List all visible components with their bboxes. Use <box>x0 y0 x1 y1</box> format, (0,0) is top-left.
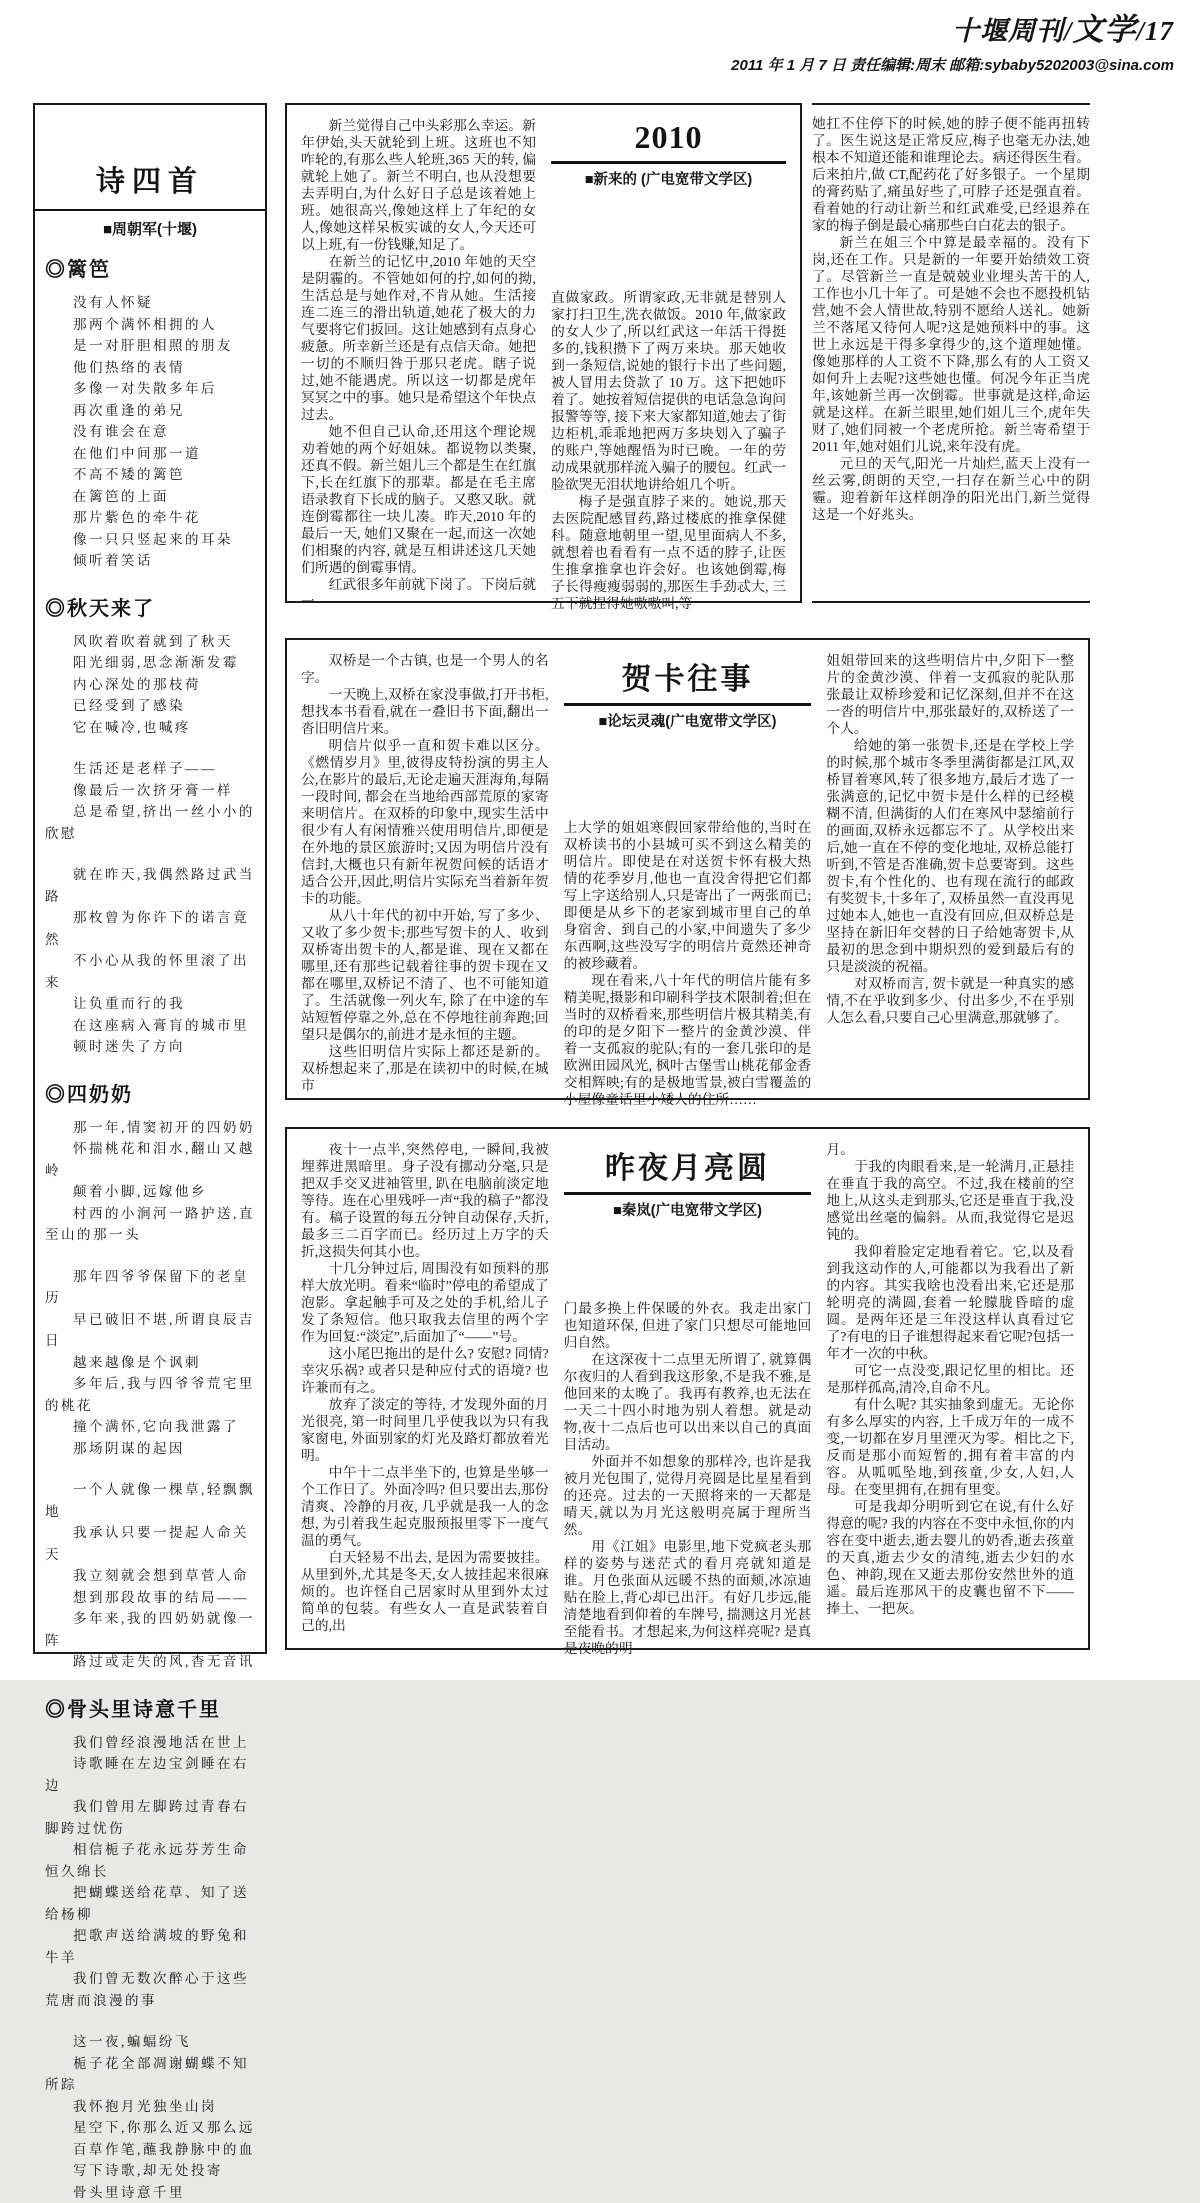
poem-line: 那两个满怀相拥的人 <box>45 314 255 336</box>
poem-stanza <box>45 2031 255 2203</box>
poem-line: 星空下,你那么近又那么远 <box>45 2117 255 2139</box>
poem-line: 一个人就像一棵草,轻飘飘地 <box>45 1479 255 1522</box>
dateline: 2011 年 1 月 7 日 责任编辑:周末 邮箱:sybaby5202003@sina.com <box>731 54 1174 75</box>
poem-line: 阳光细弱,思念渐渐发霉 <box>45 652 255 674</box>
paragraph: 姐姐带回来的这些明信片中,夕阳下一整片的金黄沙漠、伴着一支孤寂的驼队那张最让双桥珍爱和记忆深刻,但并不在这一沓的明信片中,那张最好的,双桥送了一个人。 <box>826 652 1074 737</box>
poems-body <box>45 253 255 2203</box>
poem-line: 我们曾无数次醉心于这些荒唐而浪漫的事 <box>45 1968 255 2011</box>
poem-line: 多年来,我的四奶奶就像一阵 <box>45 1608 255 1651</box>
article-card-byline: ■论坛灵魂(广电宽带文学区) <box>564 710 812 731</box>
poem-line: 是一对肝胆相照的朋友 <box>45 335 255 357</box>
poem-line: 就在昨天,我偶然路过武当路 <box>45 864 255 907</box>
article-2010-title: 2010 <box>551 119 786 164</box>
poem-line: 在他们中间那一道 <box>45 443 255 465</box>
article-card-col2-text <box>564 819 812 1108</box>
poem-heading: ◎篱笆 <box>45 253 255 282</box>
poem-line: 栀子花全部凋谢蝴蝶不知所踪 <box>45 2053 255 2096</box>
poem-stanza <box>45 758 255 844</box>
paragraph: 十几分钟过后, 周围没有如预料的那样大放光明。看来“临时”停电的希望成了泡影。拿起触手可及之处的手机,给儿子发了条短信。他只取我去信里的两个字作为回复:“淡定”,后面加了“——”号。 <box>301 1260 549 1345</box>
article-moon-box <box>285 1127 1090 1650</box>
article-moon-byline: ■秦岚(广电宽带文学区) <box>564 1199 812 1220</box>
article-moon-col3 <box>826 1141 1074 1636</box>
poem-line: 让负重而行的我 <box>45 993 255 1015</box>
paragraph: 这些旧明信片实际上都还是新的。双桥想起来了,那是在读初中的时候,在城市 <box>301 1043 549 1094</box>
paragraph: 门最多换上件保暖的外衣。我走出家门也知道环保, 但进了家门只想尽可能地回归自然。 <box>564 1300 812 1351</box>
paragraph: 她不但自己认命,还用这个理论规劝着她的两个好姐妹。都说物以类聚,还真不假。新兰姐儿三个都是生在红旗下,长在红旗下的那辈。都是在毛主席语录教育下长成的脑子。又憨又耿。就连倒霉都往一块儿凑。昨天,2010 年的最后一天, 她们又聚在一起,而这一次她们相聚的内容, 就是互相讲述这几天她们所遇的倒霉事情。 <box>301 423 536 576</box>
article-card-title-block <box>564 654 812 731</box>
poem-line: 像一只只竖起来的耳朵 <box>45 529 255 551</box>
poem-line: 诗歌睡在左边宝剑睡在右边 <box>45 1753 255 1796</box>
article-card-col1 <box>301 652 549 1086</box>
paragraph: 在这深夜十二点里无所谓了, 就算偶尔夜归的人看到我这形象,不是我不雅,是他回来的太晚了。我再有教养,也无法在一天二十四小时地为别人着想。就是动物,夜十二点后也可以出来以自己的真面目活动。 <box>564 1351 812 1453</box>
paragraph: 在新兰的记忆中,2010 年她的天空是阴霾的。不管她如何的拧,如何的拗,生活总是与她作对,不肯从她。生活接连二连三的滑出轨道,她花了极大的力气要将它们扳回。这让她感到有点身心疲惫。所幸新兰还是有点信天命。她把一切的不顺归咎于那只老虎。瞎子说过,她不能遇虎。所以这一切都是虎年冥冥之中的事。她只是希望这个年快点过去。 <box>301 253 536 423</box>
paragraph: 可它一点没变,跟记忆里的相比。还是那样孤高,清冷,自命不凡。 <box>826 1362 1074 1396</box>
poem-line: 在这座病入膏肓的城市里 <box>45 1015 255 1037</box>
paragraph: 上大学的姐姐寒假回家带给他的,当时在双桥读书的小县城可买不到这么精美的明信片。即使是在对送贺卡怀有极大热情的花季岁月,他也一直没舍得把它们都写上字送给别人,只是寄出了一两张而已;即便是从乡下的老家到城市里自己的单身宿舍、到自己的小家,中间遗失了多少东西啊,这些没写字的明信片竟然还神奇的被珍藏着。 <box>564 819 812 972</box>
poem-line: 骨头里诗意千里 <box>45 2182 255 2203</box>
poem-line: 路过或走失的风,杳无音讯 <box>45 1651 255 1673</box>
poem-line: 没有谁会在意 <box>45 421 255 443</box>
paragraph: 月。 <box>826 1141 1074 1158</box>
paragraph: 于我的肉眼看来,是一轮满月,正悬挂在垂直于我的高空。不过,我在楼前的空地上,从这头走到那头,它还是垂直于我,没感觉出丝毫的偏斜。从而,我觉得它是迟钝的。 <box>826 1158 1074 1243</box>
poems-title: 诗四首 <box>35 159 265 211</box>
article-2010-col2 <box>551 117 786 589</box>
poem-line: 已经受到了感染 <box>45 695 255 717</box>
poem-heading: ◎骨头里诗意千里 <box>45 1693 255 1722</box>
paragraph: 有什么呢? 其实抽象到虚无。无论你有多么厚实的内容, 上千成万年的一成不变,一切都在岁月里湮灭为零。相比之下,反而是那小而短暂的,拥有着丰富的内容。从呱呱坠地,到孩童,少女,人妇,人母。在变里拥有,在拥有里变。 <box>826 1396 1074 1498</box>
poem-line: 我怀抱月光独坐山岗 <box>45 2096 255 2118</box>
masthead <box>731 4 1174 75</box>
spacer <box>564 731 812 819</box>
paragraph: 她扛不住停下的时候,她的脖子便不能再扭转了。医生说这是正常反应,梅子也毫无办法,她根本不知道还能和谁理论去。病还得医生看。后来拍片,做 CT,配药花了好多银子。一个星期的膏药贴了,痛虽好些了,可脖子还是强直着。看着她的行动让新兰和红武难受,已经退养在家的梅子倒是最心痛那些白白花去的银子。 <box>812 115 1090 234</box>
poem-line: 把歌声送给满坡的野兔和牛羊 <box>45 1925 255 1968</box>
poem-line: 村西的小涧河一路护送,直至山的那一头 <box>45 1203 255 1246</box>
poem-line: 不高不矮的篱笆 <box>45 464 255 486</box>
poem-line: 总是希望,挤出一丝小小的欣慰 <box>45 801 255 844</box>
poem-line: 我们曾用左脚跨过青春右脚跨过忧伤 <box>45 1796 255 1839</box>
poem-line: 颠着小脚,远嫁他乡 <box>45 1181 255 1203</box>
poem-line: 内心深处的那枝荷 <box>45 674 255 696</box>
poem-line: 早已破旧不堪,所谓良辰吉日 <box>45 1309 255 1352</box>
paragraph: 直做家政。所谓家政,无非就是替别人家打扫卫生,洗衣做饭。2010 年,做家政的女人少了,所以红武这一年活干得挺多的,钱积攒下了两万来块。那天她收到一条短信,说她的银行卡出了些问题,被人冒用去贷款了 10 万。这下把她吓着了。她按着短信提供的电话急急询问报警等等, 接下来大家都知道,她去了街边柜机,乖乖地把两万多块划入了骗子的账户,等她醒悟为时已晚。一年的劳动成果就那样流入骗子的腰包。红武一脸欲哭无泪状地讲给姐几个听。 <box>551 289 786 493</box>
article-2010-box <box>285 103 802 603</box>
poem-line: 想到那段故事的结局—— <box>45 1587 255 1609</box>
poem-line: 风吹着吹着就到了秋天 <box>45 631 255 653</box>
paragraph: 白天轻易不出去, 是因为需要披挂。从里到外,尤其是冬天,女人披挂起来很麻烦的。也许怪自己居家时从里到外太过简单的包装。有些女人一直是武装着自己的,出 <box>301 1549 549 1634</box>
poem-heading: ◎四奶奶 <box>45 1078 255 1107</box>
poem-stanza <box>45 864 255 1058</box>
poems-box <box>33 103 267 1654</box>
poem-line: 那年四爷爷保留下的老皇历 <box>45 1266 255 1309</box>
paragraph: 夜十一点半,突然停电, 一瞬间,我被埋葬进黑暗里。身子没有挪动分毫,只是把双手交叉进袖管里, 趴在电脑前淡定地等待。连在心里残呼一声“我的稿子”都没有。稿子设置的每五分钟自动保存,夭折,最多三二百字而已。经历过上万字的夭折,这损失何其小也。 <box>301 1141 549 1260</box>
poem-stanza <box>45 1732 255 2012</box>
masthead-title <box>731 4 1174 49</box>
poem-line: 没有人怀疑 <box>45 292 255 314</box>
paragraph: 现在看来,八十年代的明信片能有多精美呢,摄影和印刷科学技术限制着;但在当时的双桥看来,那些明信片极其精美,有的印的是夕阳下一整片的金黄沙漠、伴着一支孤寂的驼队;有的一套几张印的是欧洲田园风光, 枫叶古堡雪山桃花郁金香交相辉映;有的是极地雪景,被白雪覆盖的小屋像童话里小矮人的住所…… <box>564 972 812 1108</box>
spacer <box>564 1220 812 1300</box>
poem-heading: ◎秋天来了 <box>45 592 255 621</box>
poem-line: 倾听着笑话 <box>45 550 255 572</box>
poem-line: 那场阴谋的起因 <box>45 1438 255 1460</box>
article-2010-col1 <box>301 117 536 589</box>
article-moon-col2-text <box>564 1300 812 1657</box>
poem-line: 百草作笔,蘸我静脉中的血 <box>45 2139 255 2161</box>
poem-line: 多像一对失散多年后 <box>45 378 255 400</box>
masthead-section-name: 文学 <box>1072 12 1136 47</box>
poem-stanza <box>45 292 255 572</box>
poem-stanza <box>45 1266 255 1460</box>
paragraph: 双桥是一个古镇, 也是一个男人的名字。 <box>301 652 549 686</box>
article-2010-title-block <box>551 119 786 189</box>
paragraph: 可是我却分明听到它在说,有什么好得意的呢? 我的内容在不变中永恒,你的内容在变中逝去,逝去婴儿的奶香,逝去孩童的天真,逝去少女的清纯,逝去少妇的水色、神韵,现在又逝去那份安然世外的逍遥。最后连那风干的皮囊也留不下——捧土、一把灰。 <box>826 1498 1074 1617</box>
poem-line: 这一夜,蝙蝠纷飞 <box>45 2031 255 2053</box>
poem-line: 我立刻就会想到草菅人命 <box>45 1565 255 1587</box>
paragraph: 梅子是强直脖子来的。她说,那天去医院配感冒药,路过楼底的推拿保健科。随意地朝里一望,见里面病人不多,就想着也看看有一点不适的脖子,让医生推拿推拿也许会好。也该她倒霉,梅子长得瘦瘦弱弱的,那医生手劲忒大, 三五下就捏得她嗷嗷叫,等 <box>551 493 786 612</box>
paragraph: 外面并不如想象的那样冷, 也许是我被月光包围了, 觉得月亮圆是比星星看到的还亮。过去的一天照将来的一天都是晴天,就以为月光这般明亮属于理所当然。 <box>564 1453 812 1538</box>
paragraph: 从八十年代的初中开始, 写了多少、又收了多少贺卡;那些写贺卡的人、收到双桥寄出贺卡的人,都是谁、现在又都在哪里,还有那些记载着往事的贺卡现在又都在哪里,双桥记不清了、也不可能知道了。生活就像一列火车, 除了在中途的车站短暂停靠之外,总在不停地往前奔跑;回望只是偶尔的,前进才是永恒的主题。 <box>301 907 549 1043</box>
paragraph: 红武很多年前就下岗了。下岗后就一 <box>301 576 536 610</box>
article-card-title: 贺卡往事 <box>564 654 812 706</box>
poem-line: 像最后一次挤牙膏一样 <box>45 780 255 802</box>
paragraph: 我仰着脸定定地看着它。它,以及看到我这动作的人,可能都以为我看出了新的内容。其实我啥也没看出来,它还是那轮明亮的满圆,套着一轮朦胧昏暗的虚圆。是两年还是三年没这样认真看过它了?有电的日子谁想得起来看它呢?包括一年才一次的中秋。 <box>826 1243 1074 1362</box>
paragraph: 新兰觉得自己中头彩那么幸运。新年伊始,头天就轮到上班。这班也不知咋轮的,有那么些人轮班,365 天的转, 偏就轮上她了。新兰不明白, 也从没想要去弄明白,为什么好日子总是该着她上班。她很高兴,像她这样上了年纪的女人,像她这样呆板实诚的女人,今天还可以上班,有一份钱赚,知足了。 <box>301 117 536 253</box>
poems-byline: ■周朝军(十堰) <box>45 218 255 239</box>
paragraph: 一天晚上,双桥在家没事做,打开书柜,想找本书看看,就在一叠旧书下面,翻出一沓旧明信片来。 <box>301 686 549 737</box>
paragraph: 对双桥而言, 贺卡就是一种真实的感情,不在乎收到多少、付出多少,不在乎别人怎么看,只要自己心里满意,那就够了。 <box>826 975 1074 1026</box>
paragraph: 元旦的天气,阳光一片灿烂,蓝天上没有一丝云雾,朗朗的天空,一扫存在新兰心中的阴霾。迎着新年这样朗净的阳光出门,新兰觉得这是一个好兆头。 <box>812 455 1090 523</box>
poem-line: 越来越像是个讽刺 <box>45 1352 255 1374</box>
masthead-page-number: /17 <box>1136 16 1174 46</box>
poem-line: 撞个满怀,它向我泄露了 <box>45 1416 255 1438</box>
paragraph: 用《江姐》电影里,地下党疯老头那样的姿势与迷茫式的看月亮就知道是谁。月色张面从远暖不热的面颊,冰凉迪贴在脸上,背心却已出汗。有好几步远,能清楚地看到仰着的车牌号, 揣测这月光甚至能看书。才想起来,为何这样亮呢? 是真是夜晚的明 <box>564 1538 812 1657</box>
poem-line: 它在喊冷,也喊疼 <box>45 717 255 739</box>
article-moon-col2 <box>564 1141 812 1636</box>
paragraph: 中午十二点半坐下的, 也算是坐够一个工作日了。外面冷吗? 但只要出去,那份清爽、冷静的月夜, 几乎就是我一人的念想, 为引着我生起克服预报里零下一度气温的勇气。 <box>301 1464 549 1549</box>
poem-line: 多年后,我与四爷爷荒宅里的桃花 <box>45 1373 255 1416</box>
poem-line: 顿时迷失了方向 <box>45 1036 255 1058</box>
poem-line: 把蝴蝶送给花草、知了送给杨柳 <box>45 1882 255 1925</box>
paragraph: 给她的第一张贺卡,还是在学校上学的时候,那个城市冬季里满街都是江风,双桥冒着寒风,转了很多地方,最后才选了一张满意的,记忆中贺卡是什么样的已经模糊不清, 但满街的人们在寒风中瑟缩前行的画面,双桥永远都忘不了。从学校出来后,她一直在不停的变化地址, 双桥总能打听到,不管是否准确,贺卡总要寄到。这些贺卡,有个性化的、也有现在流行的邮政有奖贺卡,十多年了, 双桥虽然一直没再见过她本人,她也一直没有回应,但双桥总是坚持在新旧年交替的日子给她寄贺卡,从最初的思念到中期炽烈的爱到最后有的只是淡淡的祝福。 <box>826 737 1074 975</box>
article-card-col2 <box>564 652 812 1086</box>
poem-line: 我们曾经浪漫地活在世上 <box>45 1732 255 1754</box>
poem-line: 我承认只要一提起人命关天 <box>45 1522 255 1565</box>
poem-line: 相信栀子花永远芬芳生命恒久绵长 <box>45 1839 255 1882</box>
article-card-box <box>285 638 1090 1100</box>
article-moon-title-block <box>564 1143 812 1220</box>
paragraph: 新兰在姐三个中算是最幸福的。没有下岗,还在工作。只是新的一年要开始绩效工资了。尽管新兰一直是兢兢业业埋头苦干的人,工作也小几十年了。可是她不会也不愿投机钻营,她不会人情世故,特别不愿给人送礼。她新兰不落尾又待何人呢?这是她预料中的事。这世上永远是干得多拿得少的,这个道理她懂。像她那样的人工资不下降,那么有的人工资又如何升上去呢?这些她也懂。何况今年正当虎年,该她新兰再一次倒霉。世事就是这样,命运就是这样。在新兰眼里,她们姐儿三个,虎年失财了,她们同被一个老虎所抢。新兰寄希望于 2011 年,她对姐们儿说,来年没有虎。 <box>812 234 1090 455</box>
poem-line: 在篱笆的上面 <box>45 486 255 508</box>
paragraph: 这小尾巴拖出的是什么? 安慰? 同情? 幸灾乐祸? 或者只是种应付式的语境? 也许兼而有之。 <box>301 1345 549 1396</box>
poem-stanza <box>45 631 255 739</box>
poem-stanza <box>45 1117 255 1246</box>
article-moon-col1 <box>301 1141 549 1636</box>
paragraph: 明信片似乎一直和贺卡难以区分。《燃情岁月》里,彼得皮特扮演的男主人公,在影片的最后,无论走遍天涯海角,每隔一段时间, 都会在当地给西部荒原的家寄来明信片。在双桥的印象中,现实生活中很少有人有闲情雅兴使用明信片,即便是在外地的景区旅游时;又因为明信片没有信封,大概也只有新年祝贺问候的话语才适合公开,因此,明信片实际充当着新年贺卡的功能。 <box>301 737 549 907</box>
article-card-col3 <box>826 652 1074 1086</box>
poem-line: 那片紫色的牵牛花 <box>45 507 255 529</box>
masthead-journal-name: 十堰周刊/ <box>952 16 1073 46</box>
poem-line: 写下诗歌,却无处投寄 <box>45 2160 255 2182</box>
article-2010-col3 <box>812 103 1090 603</box>
poem-line: 再次重逢的弟兄 <box>45 400 255 422</box>
poem-line: 他们热络的表情 <box>45 357 255 379</box>
article-2010-byline: ■新来的 (广电宽带文学区) <box>551 168 786 189</box>
poem-line: 怀揣桃花和泪水,翻山又越岭 <box>45 1138 255 1181</box>
spacer <box>551 189 786 289</box>
paragraph: 放弃了淡定的等待, 才发现外面的月光很亮, 第一时间里几乎使我以为只有我家窗电, 外面别家的灯光及路灯都放着光明。 <box>301 1396 549 1464</box>
poem-line: 那一年,情窦初开的四奶奶 <box>45 1117 255 1139</box>
article-2010-col2-text <box>551 289 786 612</box>
article-moon-title: 昨夜月亮圆 <box>564 1143 812 1195</box>
poem-stanza <box>45 1479 255 1673</box>
poem-line: 生活还是老样子—— <box>45 758 255 780</box>
poem-line: 那枚曾为你许下的诺言竟然 <box>45 907 255 950</box>
poem-line: 不小心从我的怀里滚了出来 <box>45 950 255 993</box>
